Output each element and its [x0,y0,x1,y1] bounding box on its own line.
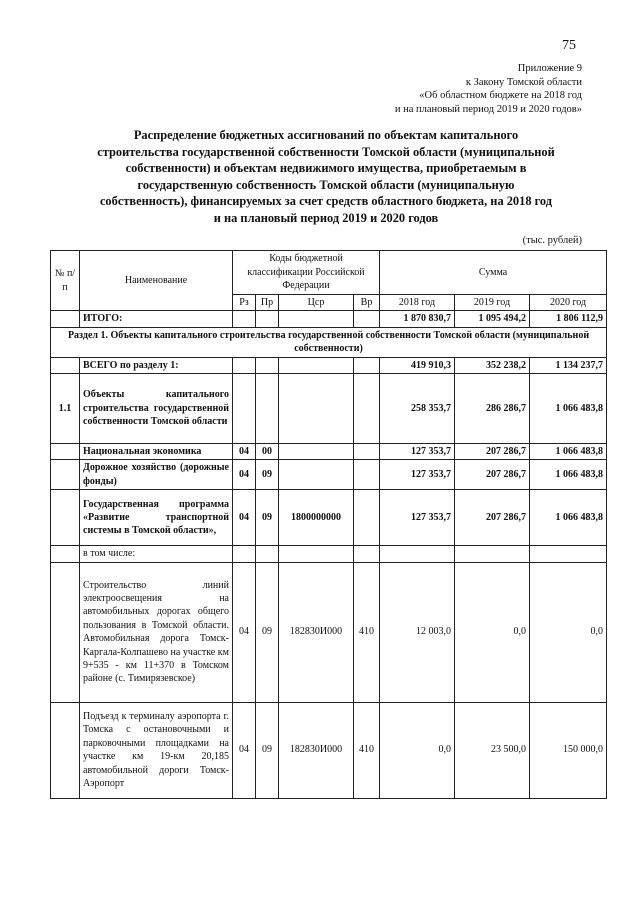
national-economy-row [51,444,607,460]
annex-line: «Об областном бюджете на 2018 год [419,90,582,102]
state-program-csr: 1800000000 [279,490,354,546]
item-1-1-name: Объекты капитального строительства государственной собственности Томской области [80,374,233,444]
budget-table [50,250,607,799]
section-total-2019: 352 238,2 [455,357,530,373]
airport-pr: 09 [256,702,279,798]
airport-row [51,702,607,798]
airport-name: Подъезд к терминалу аэропорта г. Томска с остановочными и парковочными площадками на участке км 19-км 20,185 автомобильной дороги Томск-Аэропорт [80,702,233,798]
construction-row [51,562,607,702]
section-heading-row [51,327,607,357]
construction-csr: 182830И000 [279,562,354,702]
header-2018: 2018 год [380,295,455,311]
road-funds-name: Дорожное хозяйство (дорожные фонды) [80,460,233,490]
title-line: и на плановый период 2019 и 2020 годов [213,210,439,225]
construction-rz: 04 [233,562,256,702]
header-codes: Коды бюджетной классификации Российской Федерации [233,251,380,295]
total-label: ИТОГО: [80,311,233,327]
national-economy-rz: 04 [233,444,256,460]
state-program-2020: 1 066 483,8 [530,490,607,546]
including-row [51,546,607,562]
section-total-2020: 1 134 237,7 [530,357,607,373]
title-line: Распределение бюджетных ассигнований по объектам капитального [133,128,519,142]
national-economy-2018: 127 353,7 [380,444,455,460]
road-funds-2019: 207 286,7 [455,460,530,490]
total-2019: 1 095 494,2 [455,311,530,327]
item-1-1-num: 1.1 [51,374,80,444]
state-program-pr: 09 [256,490,279,546]
header-csr: Цср [279,295,354,311]
state-program-2019: 207 286,7 [455,490,530,546]
header-row [51,251,607,295]
title-line: собственность), финансируемых за счет средств областного бюджета, на 2018 год [99,194,553,208]
title-line: государственную собственность Томской области (муниципальную [137,177,515,192]
header-vr: Вр [354,295,380,311]
title-line: строительства государственной собственности Томской области (муниципальной [97,144,555,159]
construction-2019: 0,0 [455,562,530,702]
state-program-rz: 04 [233,490,256,546]
header-2020: 2020 год [530,295,607,311]
airport-2019: 23 500,0 [455,702,530,798]
total-2018: 1 870 830,7 [380,311,455,327]
annex-line: и на плановый период 2019 и 2020 годов» [394,103,582,115]
header-rz: Рз [233,295,256,311]
title-line: собственности) и объектам недвижимого имущества, приобретаемым в [125,161,527,175]
national-economy-2019: 207 286,7 [455,444,530,460]
annex-line: Приложение 9 [517,63,582,74]
construction-name: Строительство линий электроосвещения на автомобильных дорогах общего пользования в Томской области. Автомобильная дорога Томск-Каргала-Колпашево на участке км 9+535 - км 11+370 в Томском районе (с. Тимирязевское) [80,562,233,702]
page-number: 75 [562,38,576,53]
state-program-name: Государственная программа «Развитие транспортной системы в Томской области», [80,490,233,546]
state-program-2018: 127 353,7 [380,490,455,546]
item-1-1-2019: 286 286,7 [455,374,530,444]
construction-vr: 410 [354,562,380,702]
airport-2020: 150 000,0 [530,702,607,798]
item-1-1-2020: 1 066 483,8 [530,374,607,444]
units-note: (тыс. рублей) [522,235,582,246]
road-funds-2020: 1 066 483,8 [530,460,607,490]
including-label: в том числе: [80,546,233,562]
header-num: № п/п [51,251,80,311]
national-economy-name: Национальная экономика [80,444,233,460]
header-sum: Сумма [380,251,607,295]
section-total-row [51,357,607,373]
section-total-2018: 419 910,3 [380,357,455,373]
header-pr: Пр [256,295,279,311]
state-program-row [51,490,607,546]
road-funds-2018: 127 353,7 [380,460,455,490]
annex-line: к Закону Томской области [465,76,582,88]
road-funds-pr: 09 [256,460,279,490]
road-funds-row [51,460,607,490]
document-title [66,127,586,226]
annex-header [395,62,582,116]
airport-vr: 410 [354,702,380,798]
section-heading: Раздел 1. Объекты капитального строительства государственной собственности Томской области (муниципальной собственности) [51,327,607,357]
national-economy-2020: 1 066 483,8 [530,444,607,460]
item-1-1-2018: 258 353,7 [380,374,455,444]
construction-pr: 09 [256,562,279,702]
airport-2018: 0,0 [380,702,455,798]
total-2020: 1 806 112,9 [530,311,607,327]
header-name: Наименование [80,251,233,311]
construction-2020: 0,0 [530,562,607,702]
airport-rz: 04 [233,702,256,798]
construction-2018: 12 003,0 [380,562,455,702]
airport-csr: 182830И000 [279,702,354,798]
section-total-label: ВСЕГО по разделу 1: [80,357,233,373]
road-funds-rz: 04 [233,460,256,490]
total-row [51,311,607,327]
item-1-1-row [51,374,607,444]
national-economy-pr: 00 [256,444,279,460]
header-2019: 2019 год [455,295,530,311]
